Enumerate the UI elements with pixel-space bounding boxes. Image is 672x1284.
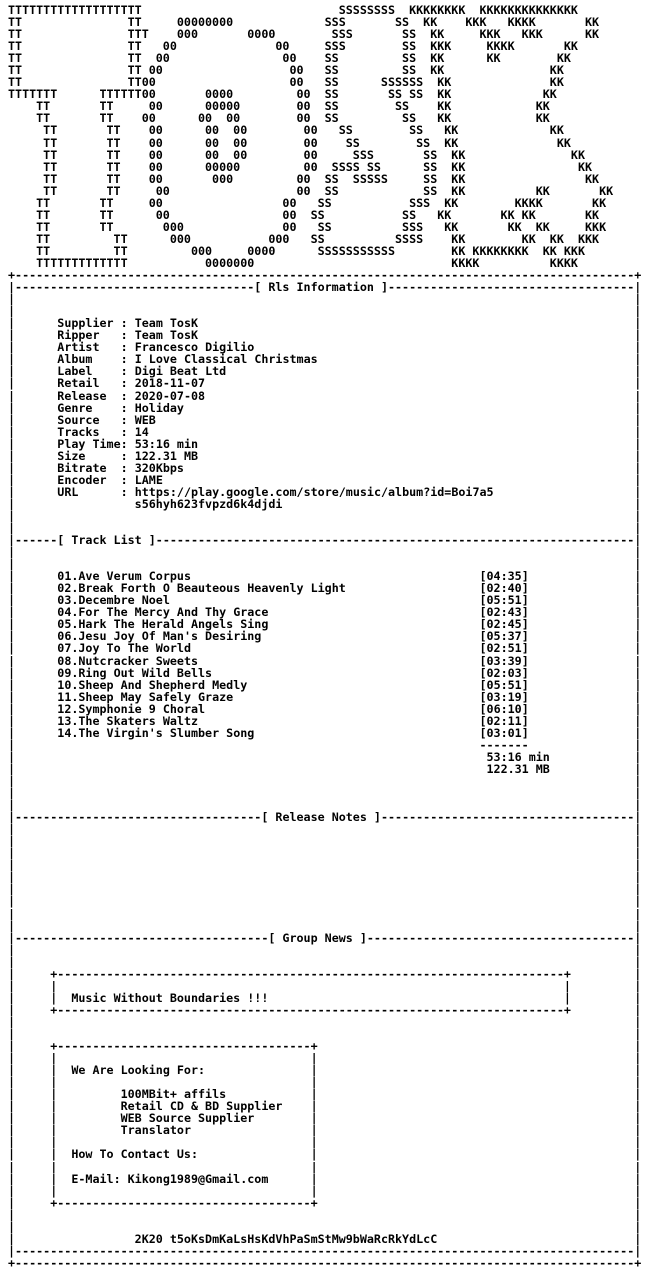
- track-time: [02:43]: [479, 605, 529, 620]
- logo-row: TT TT 00 00 00 00 SSS SS KK KK: [8, 147, 585, 162]
- track-title: 14.The Virgin's Slumber Song: [57, 725, 255, 740]
- track-title: 13.The Skaters Waltz: [57, 713, 199, 728]
- field-label: Ripper: [57, 328, 121, 343]
- track-time: [05:37]: [479, 629, 529, 644]
- track-title: 02.Break Forth O Beauteous Heavenly Light: [57, 581, 346, 596]
- looking-for-item: Retail CD & BD Supplier: [120, 1099, 283, 1114]
- track-time: [02:03]: [479, 665, 529, 680]
- group-motto: Music Without Boundaries !!!: [71, 990, 269, 1005]
- field-value: 2020-07-08: [134, 388, 206, 403]
- logo-row: TT TT 00 00 SS SS KK KK KK KK: [8, 207, 600, 222]
- field-value: 2018-11-07: [134, 376, 206, 391]
- track-title: 09.Ring Out Wild Bells: [57, 665, 213, 680]
- logo-row: TT TT 00 00 SS SS KK KK: [8, 63, 564, 78]
- logo-row: TT TT 00 00000 00 SS SS KK KK: [8, 99, 550, 114]
- field-value: Digi Beat Ltd: [134, 364, 227, 379]
- total-size: 122.31 MB: [486, 761, 550, 776]
- logo-row: TT TTT 000 0000 SSS SS KK KKK KKK KK: [8, 27, 600, 42]
- contact-title: How To Contact Us:: [71, 1147, 199, 1162]
- logo-row: TT TT00 00 SS SSSSSS KK KK: [8, 75, 564, 90]
- section-header-rls-information: [ Rls Information ]: [254, 280, 388, 295]
- track-time: [02:40]: [479, 581, 529, 596]
- looking-for-item: Translator: [120, 1123, 191, 1138]
- field-label: Genre: [57, 400, 121, 415]
- logo-row: TTTTTTTTTTTTTTTTTTT SSSSSSSS KKKKKKKK KKKKKKKKKKKKKK: [8, 3, 578, 17]
- field-label: Bitrate: [57, 460, 121, 475]
- field-label: URL: [57, 484, 121, 499]
- field-label: Encoder: [57, 472, 121, 487]
- track-title: 04.For The Mercy And Thy Grace: [57, 605, 269, 620]
- nfo-document: TTTTTTTTTTTTTTTTTTT SSSSSSSS KKKKKKKK KKKKKKKKKKKKKK TT TT 00000000 SSS SS KK KKK KKKK KK TT TTT 000 0000 SSS SS KK KKK KKK KK TT TT 00 00 SSS SS KKK KKKK KK TT TT 00 00 SS SS KK KK KK TT TT 00 00 SS SS KK KK TT TT00 00 SS SSSSSS KK KK TTTTTTT TTTTTT00 0000 00 SS SS SS KK KK TT TT 00 00000 00 SS SS KK KK TT TT 00 00 00 00 SS SS KK KK TT TT 00 00 00 00 SS SS KK KK TT TT 00 00 00 00 SS SS KK KK TT TT 00 00 00 00 SSS SS KK KK TT TT 00 00000 00 SSSS SS SS KK KK TT TT 00 000 00 SS SSSSS SS KK KK TT TT 00 00 SS SS KK KK KK TT TT 00 00 SS SSS KK KKKK KK TT TT 00 00 SS SS KK KK KK KK TT TT 000 00 SS SSS KK KK KK KKK TT TT 000 000 SS SSSS KK KK KK KKK TT TT 000 0000 SSSSSSSSSSS KK KKKKKKKK KK KKK TTTTTTTTTTTTT 0000000 KKKK KKKK +----------------------------------------------------------------------------------------+ |----------------------------------[ Rls Information ]-----------------------------------| | | | | | Supplier : Team TosK | | Ripper : Team TosK | | Artist : Francesco Digilio | | Album : I Love Classical Christmas | | Label : Digi Beat Ltd | | Retail : 2018-11-07 | | Release : 2020-07-08 | | Genre : Holiday | | Source : WEB | | Tracks : 14 | | Play Time: 53:16 min | | Size : 122.31 MB | | Bitrate : 320Kbps | | Encoder : LAME | | URL : https://play.google.com/store/music/album?id=Boi7a5 | | s56hyh623fvpzd6k4djdi | | | | | |------[ Track List ]--------------------------------------------------------------------| | | | | | 01.Ave Verum Corpus [04:35] | | 02.Break Forth O Beauteous Heavenly Light [02:40] | | 03.Decembre Noel [05:51] | | 04.For The Mercy And Thy Grace [02:43] | | 05.Hark The Herald Angels Sing [02:45] | | 06.Jesu Joy Of Man's Desiring [05:37] | | 07.Joy To The World [02:51] | | 08.Nutcracker Sweets [03:39] | | 09.Ring Out Wild Bells [02:03] | | 10.Sheep And Shepherd Medly [05:51] | | 11.Sheep May Safely Graze [03:19] | | 12.Symphonie 9 Choral [06:10] | | 13.The Skaters Waltz [02:11] | | 14.The Virgin's Slumber Song [03:01] | | ------- | | 53:16 min | | 122.31 MB | | | | | | | |-----------------------------------[ Release Notes ]------------------------------------| | | | | | | | | | | | | | | | | | | |------------------------------------[ Group News ]--------------------------------------| | | | | | +------------------------------------------------------------------------+ | | | | | | | Music Without Boundaries !!! | | | +------------------------------------------------------------------------+ | | | | | | +------------------------------------+ | | | | | | | We Are Looking For: | | | | | | | | 100MBit+ affils | | | | Retail CD & BD Supplier | | | | WEB Source Supplier | | | | Translator | | | | | | | | How To Contact Us: | | | | | | | | E-Mail: Kikong1989@Gmail.com | | | | | | | +------------------------------------+ | | | | | | 2K20 t5oKsDmKaLsHsKdVhPaSmStMw9bWaRcRkYdLcC | |----------------------------------------------------------------------------------------| +----------------------------------------------------------------------------------------+: [8, 3, 642, 1270]
- logo-row: TT TT 00 00 00 00 SS SS KK KK: [8, 111, 550, 126]
- field-label: Retail: [57, 376, 121, 391]
- field-label: Artist: [57, 340, 121, 355]
- section-header-group-news: [ Group News ]: [268, 930, 367, 945]
- field-label: Album: [57, 352, 121, 367]
- track-time: [02:45]: [479, 617, 529, 632]
- total-time: 53:16 min: [486, 749, 550, 764]
- track-time: [05:51]: [479, 677, 529, 692]
- field-value-continued: s56hyh623fvpzd6k4djdi: [134, 496, 283, 511]
- field-value: I Love Classical Christmas: [134, 352, 318, 367]
- track-title: 01.Ave Verum Corpus: [57, 569, 191, 584]
- track-time: [03:39]: [479, 653, 529, 668]
- logo-row: TTTTTTT TTTTTT00 0000 00 SS SS SS KK KK: [8, 87, 557, 102]
- track-time: [06:10]: [479, 701, 529, 716]
- field-value: Team TosK: [134, 316, 199, 331]
- field-value: Team TosK: [134, 328, 199, 343]
- track-time: [03:01]: [479, 725, 529, 740]
- track-title: 05.Hark The Herald Angels Sing: [57, 617, 269, 632]
- looking-for-item: WEB Source Supplier: [120, 1111, 255, 1126]
- field-label: Supplier: [57, 316, 121, 331]
- logo-row: TT TT 00 00000 00 SSSS SS SS KK KK: [8, 159, 593, 174]
- field-value: Holiday: [134, 400, 184, 415]
- logo-row: TT TT 000 000 SS SSSS KK KK KK KKK: [8, 231, 600, 246]
- logo-row: TT TT 000 00 SS SSS KK KK KK KKK: [8, 219, 607, 234]
- track-time: [05:51]: [479, 593, 529, 608]
- logo-row: TT TT 00 00 SS SS KK KK KK: [8, 51, 571, 66]
- section-header-track-list: [ Track List ]: [57, 533, 156, 548]
- logo-row: TT TT 00 000 00 SS SSSSS SS KK KK: [8, 171, 600, 186]
- track-time: [02:11]: [479, 713, 529, 728]
- logo-row: TT TT 00000000 SSS SS KK KKK KKKK KK: [8, 15, 600, 30]
- field-value: https://play.google.com/store/music/album?id=Boi7a5: [134, 484, 494, 499]
- track-time: [02:51]: [479, 641, 529, 656]
- track-title: 10.Sheep And Shepherd Medly: [57, 677, 248, 692]
- logo-row: TT TT 00 00 SS SS KK KK KK: [8, 183, 614, 198]
- track-title: 12.Symphonie 9 Choral: [57, 701, 206, 716]
- track-title: 06.Jesu Joy Of Man's Desiring: [57, 629, 262, 644]
- track-title: 08.Nutcracker Sweets: [57, 653, 199, 668]
- field-label: Size: [57, 448, 121, 463]
- footer-signature: 2K20 t5oKsDmKaLsHsKdVhPaSmStMw9bWaRcRkYdLcC: [134, 1231, 438, 1246]
- track-time: [03:19]: [479, 689, 529, 704]
- logo-row: TT TT 00 00 SS SSS KK KKKK KK: [8, 195, 607, 210]
- field-value: 320Kbps: [134, 460, 184, 475]
- field-label: Label: [57, 364, 121, 379]
- logo-row: TT TT 00 00 00 00 SS SS KK KK: [8, 135, 571, 150]
- section-header-release-notes: [ Release Notes ]: [261, 810, 381, 825]
- track-time: [04:35]: [479, 569, 529, 584]
- track-title: 07.Joy To The World: [57, 641, 191, 656]
- field-value: Francesco Digilio: [134, 340, 255, 355]
- field-value: 122.31 MB: [134, 448, 199, 463]
- field-value: WEB: [134, 412, 156, 427]
- looking-for-title: We Are Looking For:: [71, 1063, 206, 1078]
- field-label: Release: [57, 388, 121, 403]
- field-label: Play Time: [57, 436, 121, 451]
- logo-row: TT TT 00 00 00 00 SS SS KK KK: [8, 123, 564, 138]
- track-title: 03.Decembre Noel: [57, 593, 170, 608]
- field-label: Tracks: [57, 424, 121, 439]
- contact-email: E-Mail: Kikong1989@Gmail.com: [71, 1171, 269, 1186]
- field-value: LAME: [134, 472, 163, 487]
- logo-row: TT TT 000 0000 SSSSSSSSSSS KK KKKKKKKK KK KKK: [8, 243, 585, 258]
- logo-row: TTTTTTTTTTTTT 0000000 KKKK KKKK: [8, 255, 578, 270]
- logo-row: TT TT 00 00 SSS SS KKK KKKK KK: [8, 39, 578, 54]
- field-value: 53:16 min: [134, 436, 199, 451]
- field-label: Source: [57, 412, 121, 427]
- looking-for-item: 100MBit+ affils: [120, 1087, 227, 1102]
- field-value: 14: [134, 424, 149, 439]
- track-title: 11.Sheep May Safely Graze: [57, 689, 234, 704]
